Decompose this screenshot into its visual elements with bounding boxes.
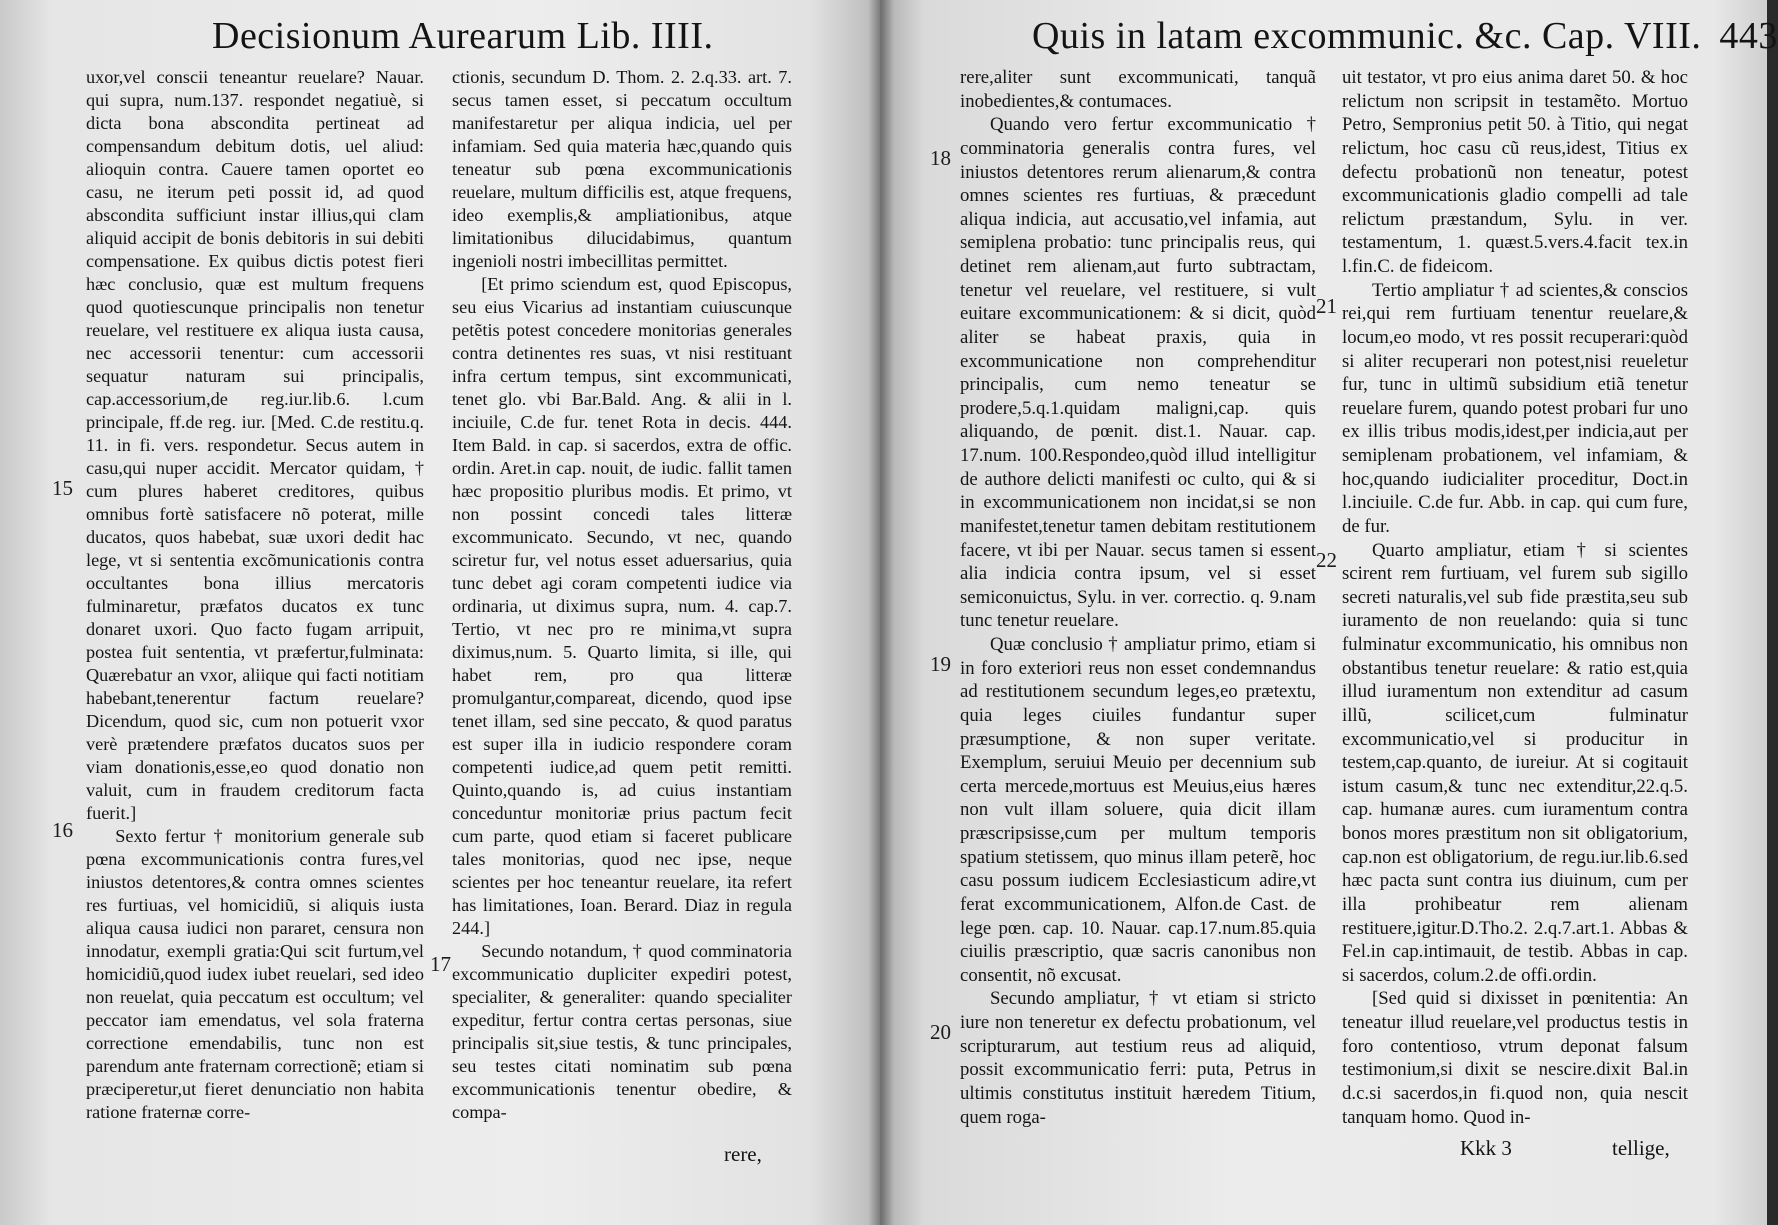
margin-number-19: 19	[930, 652, 951, 676]
right-col2-para-1: uit testator, vt pro eius anima daret 50. & hoc relictum non scripsit in testamẽto. Mortuo Petro, Sempronius petit 50. à Titio, qui negat relictum, hoc casu cũ reus,idest, Titius ex defectu probationũ non teneatur, potest excommunicationis gladio compelli ad tale relictum præstandum, Sylu. in ver. testamentum, 1. quæst.5.vers.4.facit tex.in l.fin.C. de fideicom.	[1342, 67, 1688, 277]
right-page	[880, 0, 1778, 1225]
margin-number-17: 17	[430, 952, 451, 976]
right-column-2	[1342, 66, 1688, 1129]
left-col2-para-2: [Et primo sciendum est, quod Episcopus, seu eius Vicarius ad instantiam cuiuscunque petẽtis potest concedere monitorias generales contra detinentes res suas, vt nisi restituant infra certum tempus, sint excommunicati, tenet glo. vbi Bar.Bald. Ang. & alii in l. inciuile, C.de fur. tenet Rota in decis. 444. Item Bald. in cap. si sacerdos, extra de offic. ordin. Aret.in cap. nouit, de iudic. fallit tamen hæc propositio pluribus modis. Et primo, vt non possint concedi tales litteræ excommunicato. Secundo, vt nec, quando sciretur fur, vel notus esset aduersarius, quia tunc debet agi coram competenti iudice via ordinaria, ut diximus supra, num. 4. cap.7. Tertio, vt nec pro re minima,vt supra diximus,num. 5. Quarto limita, si ille, qui habet rem, pro qua litteræ promulgantur,compareat, dicendo, quod ipse tenet illam, sed sine peccato, & quod paratus est super illa in iudicio respondere coram competenti iudice,ad quem petit remitti. Quinto,quando is, ad cuius instantiam conceduntur monitoriæ prius pactum fecit cum parte, quod etiam si faceret publicare tales monitorias, quod nec ipse, neque scientes per hoc teneantur reuelare, ita refert has limitationes, Ioan. Berard. Diaz in regula 244.]	[452, 274, 792, 938]
right-col1-para-2: Quando vero fertur excommunicatio † comminatoria generalis contra fures, vel iniustos detentores rerum alienarum,& contra omnes scientes res furtiuas, & præcedunt aliqua indicia, aut accusatio,vel infamia, aut semiplena probatio: tunc principalis reus, qui detinet rem alienam,aut furto subtractam, tenetur vel reuelare, vel restituere, si vult euitare excommunicationem: & si dicit, quòd aliter se habeat praxis, quia in excommunicatione non comprehenditur principalis, cum nemo teneatur se prodere,5.q.1.quidam maligni,cap. quis aliquando, de pœnit. dist.1. Nauar. cap. 17.num. 100.Respondeo,quòd illud intelligitur de authore delicti manifesti oc culto, qui & si in excommunicationem non incidat,si se non manifestet,tenetur tamen debitam restitutionem facere, vt ibi per Nauar. secus tamen si essent alia indicia contra ipsum, vel si esset semiconuictus, Sylu. in ver. correctio. q. 9.nam tunc tenetur reuelare.	[960, 114, 1316, 632]
margin-number-22: 22	[1316, 548, 1337, 572]
page-number: 443	[1719, 15, 1778, 57]
right-col2-para-3: Quarto ampliatur, etiam † si scientes scirent rem furtiuam, vel furem sub sigillo secreti naturalis,vel sub fide præstita,seu sub iuramento de non reuelando: quia si tunc fulminatur excommunicatio, his omnibus non obstantibus tenetur reuelare: & ratio est,quia illud iuramentum non extenditur ad casum illũ, scilicet,cum fulminatur excommunicatio,vel si producitur in testem,cap.quanto, de iureiur. At si cogitauit istum casum,& tunc nec extenditur,22.q.5. cap. humanæ aures. cum iuramentum contra bonos mores præstitum non sit obligatorium, cap.non est obligatorium, de regu.iur.lib.6.sed hæc pacta sunt contra ius diuinum, cum per illa prohibeatur rem alienam restituere,igitur.D.Tho.2. 2.q.7.art.1. Abbas & Fel.in cap.intimauit, de testib. Abbas in cap. si sacerdos, colum.2.de offi.ordin.	[1342, 539, 1688, 986]
right-catchword: tellige,	[1612, 1136, 1670, 1160]
left-col2-para-1: ctionis, secundum D. Thom. 2. 2.q.33. art. 7. secus tamen esset, si peccatum occultum manifestaretur per aliqua indicia, uel per infamiam. Sed quia materia hæc,quando quis teneatur sub pœna excommunicationis reuelare, multum difficilis est, atque frequens, ideo exemplis,& ampliationibus, atque limitationibus dilucidabimus, quantum ingenioli nostri imbecillitas permittet.	[452, 67, 792, 271]
left-page	[0, 0, 880, 1225]
left-col1-para-2: Sexto fertur † monitorium generale sub pœna excommunicationis contra fures,vel iniustos detentores,& contra omnes scientes res furtiuas, vel homicidiũ, si aliquis iusta aliqua causa iudici non pararet, censura non innodatur, exempli gratia:Qui scit furtum,vel homicidiũ,quod iudex iubet reuelari, sed ideo non reuelat, quia peccatum est occultum; vel peccator iam emendatus, vel sola fraterna correctione emendabilis, tunc non est parendum ante fraternam correctionẽ; etiam si præciperetur,ut fieret denunciatio non habita ratione fraternæ corre-	[86, 826, 424, 1122]
right-running-head-title: Quis in latam excommunic. &c. Cap. VIII.	[1032, 15, 1702, 57]
right-running-head	[1032, 14, 1778, 58]
book-gutter	[868, 0, 894, 1225]
left-running-head	[212, 14, 713, 58]
right-col1-para-3: Quæ conclusio † ampliatur primo, etiam si in foro exteriori reus non esset condemnandus ad restitutionem secundum leges,eo prætextu, quia leges ciuiles fundantur super præsumptione, & non super veritate. Exemplum, seruiui Meuio per decennium sub certa mercede,mortuus est Meuius,eius hæres non vult illam soluere, quia dicit illam præscripsisse,cum per multum temporis spatium stetissem, quo minus illam peterẽ, hoc casu possum iudicem Ecclesiasticum adire,vt ferat excommunicationem, Alfon.de Cast. de lege pœn. cap. 10. Nauar. cap.17.num.85.quia ciuilis præscriptio, quæ sacris canonibus non consentit, nõ excusat.	[960, 634, 1316, 986]
left-col2-para-3: Secundo notandum, † quod comminatoria excommunicatio dupliciter expediri potest, specialiter, & generaliter: quando specialiter expeditur, fertur contra certas personas, siue principalis sit,siue testis, & tunc principales, seu testes citati nominatim sub pœna excommunicationis tenentur obedire, & compa-	[452, 941, 792, 1122]
right-col2-para-4: [Sed quid si dixisset in pœnitentia: An teneatur illud reuelare,vel productus testis in foro contentioso, vtrum deponat falsum testimonium,si dixit se nescire.dixit Bal.in d.c.si sacerdos,in fi.quod non, quia nescit tanquam homo. Quod in-	[1342, 988, 1688, 1128]
left-running-head-title: Decisionum Aurearum Lib. IIII.	[212, 15, 714, 57]
right-column-1	[960, 66, 1316, 1129]
left-column-2	[452, 66, 792, 1124]
margin-number-15: 15	[52, 476, 73, 500]
margin-number-20: 20	[930, 1020, 951, 1044]
left-column-1	[86, 66, 424, 1124]
margin-number-18: 18	[930, 146, 951, 170]
right-col1-para-1: rere,aliter sunt excommunicati, tanquã inobedientes,& contumaces.	[960, 67, 1316, 112]
right-col1-para-4: Secundo ampliatur, † vt etiam si stricto iure non teneretur ex defectu probationum, vel scripturarum, aut testium reus ad aliquid, possit excommunicatio ferri: puta, Petrus in ultimis constitutus instituit hæredem Titium, quem roga-	[960, 988, 1316, 1128]
right-col2-para-2: Tertio ampliatur † ad scientes,& conscios rei,qui rem furtiuam tenentur reuelare,& locum,eo modo, vt res possit recuperari:quòd si aliter recuperari non potest,nisi reueletur fur, tunc in ultimũ subsidium etiã tenetur reuelare furem, quando potest probari fur uno ex illis tribus modis,idest,per indicia,aut per semiplenam probationem, vel infamiam, & hoc,quando iudicialiter proceditur, Doct.in l.inciuile. C.de fur. Abb. in cap. qui cum fure, de fur.	[1342, 279, 1688, 537]
signature-mark: Kkk 3	[1460, 1136, 1512, 1160]
margin-number-21: 21	[1316, 294, 1337, 318]
margin-number-16: 16	[52, 818, 73, 842]
left-catchword: rere,	[724, 1142, 762, 1166]
left-col1-para-1: uxor,vel conscii teneantur reuelare? Nauar. qui supra, num.137. respondet negatiuè, si dicta bona abscondita pertineat ad compensandum debitum dotis, uel aliud: alioquin contra. Cauere tamen oportet eo casu, ne iterum peti possit id, ad quod abscondita sufficiunt instar illius,qui clam aliquid accipit de bonis debitoris in sui debiti compensatione. Ex quibus dictis potest fieri hæc conclusio, quæ est multum frequens quod quotiescunque principalis non tenetur reuelare, vel restituere ex aliqua iusta causa, nec accessorii tenentur: cum accessorii sequatur naturam sui principalis, cap.accessorium,de reg.iur.lib.6. l.cum principale, ff.de reg. iur. [Med. C.de restitu.q. 11. in fi. vers. respondetur. Secus autem in casu,qui nuper accidit. Mercator quidam, † cum plures haberet creditores, quibus omnibus fortè satisfacere nõ poterat, mille ducatos, quos habebat, suæ uxori dedit hac lege, vt si sententia excõmunicationis contra occultantes bona illius mercatoris fulminaretur, præfatos ducatos ex tunc donaret uxori. Quo facto fugam arripuit, postea fuit sententia, vt præfertur,fulminata: Quærebatur an vxor, aliique qui facti notitiam habebant,tenerentur factum reuelare? Dicendum, quod sic, cum non potuerit vxor verè prætendere præfatos ducatos suos per viam donationis,esse,eo quod donatio non valuit, cum in fraudem creditorum facta fuerit.]	[86, 67, 424, 823]
